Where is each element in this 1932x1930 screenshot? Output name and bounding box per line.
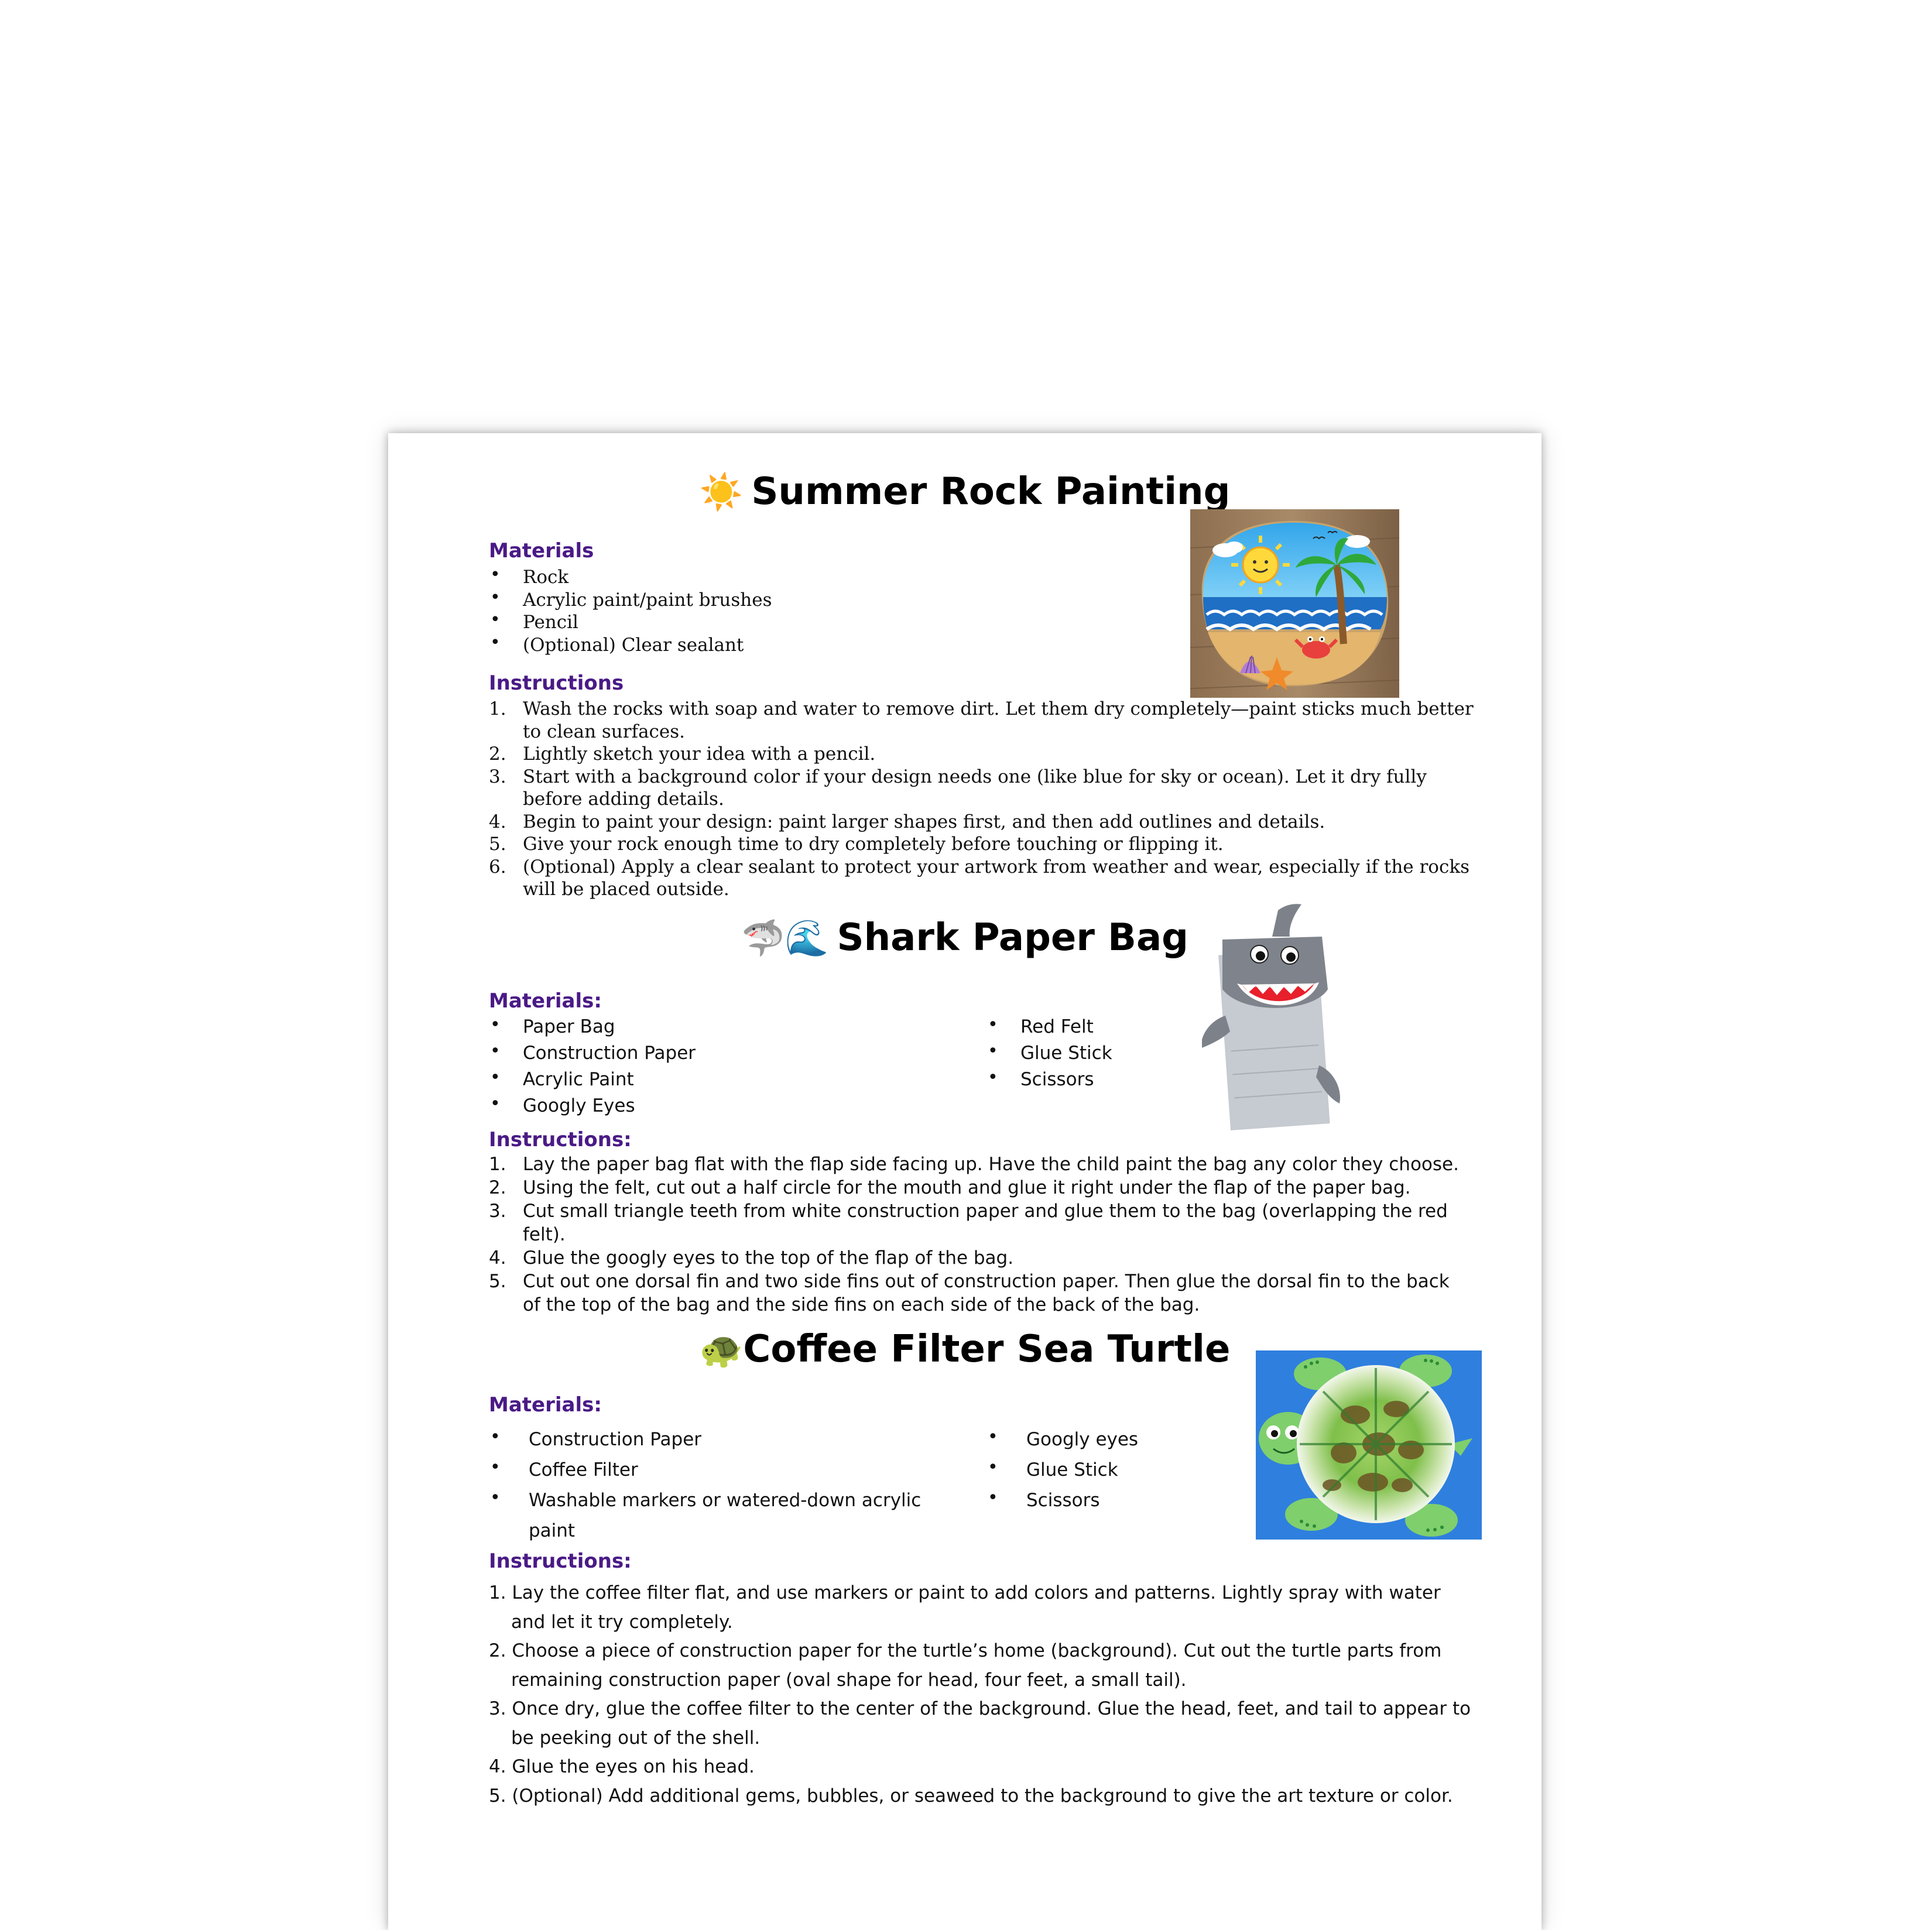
list-item: • Scissors bbox=[986, 1485, 1138, 1516]
rock-title-text: Summer Rock Painting bbox=[751, 470, 1231, 513]
instruction-step: 1. Lay the coffee filter flat, and use markers or paint to add colors and patterns. Lightly spray with water and let it try completely. bbox=[489, 1582, 1441, 1633]
rock-instructions-list bbox=[489, 698, 1474, 901]
turtle-title-text: Coffee Filter Sea Turtle bbox=[743, 1328, 1231, 1371]
instruction-step: 6. (Optional) Apply a clear sealant to protect your artwork from weather and wear, especially if the rocks will be placed outside. bbox=[489, 856, 1470, 900]
list-item: • Red Felt bbox=[986, 1014, 1112, 1040]
instruction-step: 2. Choose a piece of construction paper for the turtle’s home (background). Cut out the turtle parts from remaining construction paper (oval shape for head, four feet, a small tail). bbox=[489, 1640, 1442, 1691]
list-item: • Acrylic Paint bbox=[489, 1067, 696, 1093]
list-item: • Pencil bbox=[489, 611, 772, 634]
rock-materials-list bbox=[489, 566, 772, 656]
instruction-step: 2. Lightly sketch your idea with a pencil. bbox=[489, 743, 876, 765]
shark-materials-right bbox=[986, 1014, 1112, 1093]
turtle-materials-right bbox=[986, 1424, 1138, 1516]
instruction-step: 1. Lay the paper bag flat with the flap side facing up. Have the child paint the bag any color they choose. bbox=[489, 1154, 1459, 1175]
turtle-instructions-list bbox=[489, 1579, 1471, 1811]
instruction-step: 1. Wash the rocks with soap and water to remove dirt. Let them dry completely—paint sticks much better to clean surfaces. bbox=[489, 698, 1474, 742]
instruction-step: 3. Cut small triangle teeth from white construction paper and glue them to the bag (overlapping the red felt). bbox=[489, 1201, 1448, 1245]
list-item: • Construction Paper bbox=[489, 1040, 696, 1067]
list-item: • Googly Eyes bbox=[489, 1093, 696, 1119]
list-item: • Glue Stick bbox=[986, 1040, 1112, 1067]
shark-materials-heading: Materials: bbox=[489, 989, 602, 1013]
instruction-step: 5. (Optional) Add additional gems, bubbles, or seaweed to the background to give the art texture or color. bbox=[489, 1785, 1453, 1806]
rock-instructions-heading: Instructions bbox=[489, 671, 624, 695]
list-item: • (Optional) Clear sealant bbox=[489, 634, 772, 657]
turtle-materials-heading: Materials: bbox=[489, 1393, 602, 1417]
list-item: • Rock bbox=[489, 566, 772, 589]
sun-icon: ☀️ bbox=[699, 472, 744, 513]
instruction-step: 4. Begin to paint your design: paint larger shapes first, and then add outlines and details. bbox=[489, 811, 1325, 832]
turtle-icon: 🐢 bbox=[699, 1329, 744, 1370]
list-item: • Washable markers or watered-down acrylic paint bbox=[489, 1485, 921, 1546]
list-item: • Paper Bag bbox=[489, 1014, 696, 1040]
list-item: • Construction Paper bbox=[489, 1424, 921, 1455]
shark-title-text: Shark Paper Bag bbox=[837, 916, 1188, 959]
shark-instructions-heading: Instructions: bbox=[489, 1128, 632, 1151]
rock-painting-photo bbox=[1190, 509, 1399, 698]
shark-instructions-list bbox=[489, 1153, 1459, 1317]
instruction-step: 4. Glue the googly eyes to the top of the flap of the bag. bbox=[489, 1247, 1014, 1269]
turtle-materials-left bbox=[489, 1424, 921, 1546]
document-page bbox=[388, 433, 1542, 1930]
shark-paper-bag-photo bbox=[1202, 896, 1401, 1141]
instruction-step: 4. Glue the eyes on his head. bbox=[489, 1756, 755, 1777]
instruction-step: 2. Using the felt, cut out a half circle for the mouth and glue it right under the flap of the paper bag. bbox=[489, 1177, 1411, 1198]
rock-materials-heading: Materials bbox=[489, 539, 594, 563]
shark-wave-icon: 🦈🌊 bbox=[741, 918, 829, 959]
instruction-step: 5. Cut out one dorsal fin and two side fins out of construction paper. Then glue the dorsal fin to the back of the top of the bag and the side fins on each side of the back of the bag. bbox=[489, 1271, 1450, 1315]
instruction-step: 3. Start with a background color if your design needs one (like blue for sky or ocean). Let it dry fully before adding details. bbox=[489, 766, 1427, 810]
sea-turtle-photo bbox=[1256, 1350, 1482, 1540]
shark-materials-left bbox=[489, 1014, 696, 1119]
list-item: • Acrylic paint/paint brushes bbox=[489, 589, 772, 612]
instruction-step: 3. Once dry, glue the coffee filter to the center of the background. Glue the head, feet, and tail to appear to be peeking out of the shell. bbox=[489, 1698, 1471, 1749]
list-item: • Googly eyes bbox=[986, 1424, 1138, 1455]
list-item: • Glue Stick bbox=[986, 1455, 1138, 1485]
rock-title bbox=[388, 468, 1542, 516]
list-item: • Scissors bbox=[986, 1067, 1112, 1093]
turtle-instructions-heading: Instructions: bbox=[489, 1550, 632, 1573]
instruction-step: 5. Give your rock enough time to dry completely before touching or flipping it. bbox=[489, 834, 1224, 855]
list-item: • Coffee Filter bbox=[489, 1455, 921, 1485]
